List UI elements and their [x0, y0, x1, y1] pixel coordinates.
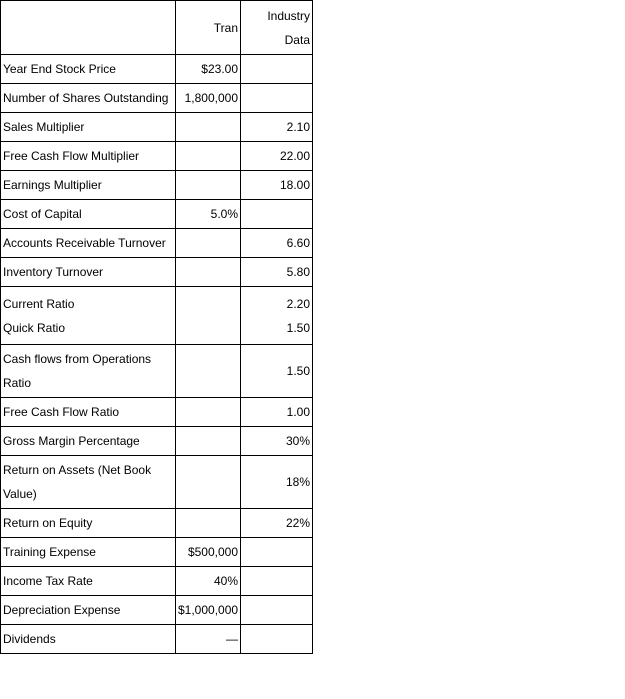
industry-value [241, 567, 313, 596]
table-row [1, 200, 313, 229]
row-label: Return on Assets (Net Book Value) [1, 456, 176, 509]
industry-value: 2.20 [286, 296, 310, 311]
industry-value: 30% [241, 427, 313, 456]
row-label: Accounts Receivable Turnover [1, 229, 176, 258]
table-row [1, 345, 313, 398]
header-industry-line2: Data [284, 32, 310, 47]
row-label: Dividends [1, 625, 176, 654]
tran-value: $500,000 [176, 538, 241, 567]
industry-value: 22% [241, 509, 313, 538]
industry-value [241, 84, 313, 113]
industry-value [241, 200, 313, 229]
table-row [1, 427, 313, 456]
table-row [1, 84, 313, 113]
row-label: Number of Shares Outstanding [1, 84, 176, 113]
row-label: Free Cash Flow Ratio [1, 398, 176, 427]
tran-value: — [176, 625, 241, 654]
financial-data-table [0, 0, 313, 654]
tran-value-pair [176, 287, 241, 345]
row-label: Depreciation Expense [1, 596, 176, 625]
table-row [1, 229, 313, 258]
tran-value [176, 456, 241, 509]
row-label: Cost of Capital [1, 200, 176, 229]
row-label: Cash flows from Operations Ratio [1, 345, 176, 398]
row-label: Current Ratio [3, 296, 75, 311]
row-label: Inventory Turnover [1, 258, 176, 287]
industry-value: 2.10 [241, 113, 313, 142]
tran-value [176, 345, 241, 398]
industry-value [241, 596, 313, 625]
industry-value: 1.50 [286, 320, 310, 335]
tran-value [176, 398, 241, 427]
tran-value [176, 509, 241, 538]
industry-value [241, 55, 313, 84]
tran-value: 40% [176, 567, 241, 596]
table-row [1, 398, 313, 427]
table-row [1, 596, 313, 625]
tran-value: $23.00 [176, 55, 241, 84]
table-row [1, 625, 313, 654]
table-row [1, 55, 313, 84]
industry-value-pair [241, 287, 313, 345]
row-label: Free Cash Flow Multiplier [1, 142, 176, 171]
industry-value: 1.50 [241, 345, 313, 398]
table-row [1, 456, 313, 509]
industry-value: 1.00 [241, 398, 313, 427]
header-industry-line1: Industry [267, 8, 310, 23]
table-row [1, 113, 313, 142]
row-label: Quick Ratio [3, 320, 66, 335]
table-row [1, 509, 313, 538]
row-label: Earnings Multiplier [1, 171, 176, 200]
tran-value: 5.0% [176, 200, 241, 229]
tran-value [176, 258, 241, 287]
tran-value: $1,000,000 [176, 596, 241, 625]
row-label: Return on Equity [1, 509, 176, 538]
table-row [1, 142, 313, 171]
table-header-row [1, 1, 313, 55]
industry-value [241, 538, 313, 567]
header-tran: Tran [176, 1, 241, 55]
industry-value: 18.00 [241, 171, 313, 200]
table-row [1, 567, 313, 596]
tran-value [176, 229, 241, 258]
row-label: Income Tax Rate [1, 567, 176, 596]
table-row [1, 287, 313, 345]
header-industry-data [241, 1, 313, 55]
table-row [1, 538, 313, 567]
industry-value: 6.60 [241, 229, 313, 258]
row-label: Training Expense [1, 538, 176, 567]
table-row [1, 258, 313, 287]
tran-value: 1,800,000 [176, 84, 241, 113]
industry-value [241, 625, 313, 654]
tran-value [176, 142, 241, 171]
row-label: Gross Margin Percentage [1, 427, 176, 456]
row-label: Year End Stock Price [1, 55, 176, 84]
tran-value [176, 427, 241, 456]
row-label: Sales Multiplier [1, 113, 176, 142]
industry-value: 5.80 [241, 258, 313, 287]
header-label-cell [1, 1, 176, 55]
industry-value: 18% [241, 456, 313, 509]
row-label-pair [1, 287, 176, 345]
tran-value [176, 113, 241, 142]
table-row [1, 171, 313, 200]
tran-value [176, 171, 241, 200]
industry-value: 22.00 [241, 142, 313, 171]
